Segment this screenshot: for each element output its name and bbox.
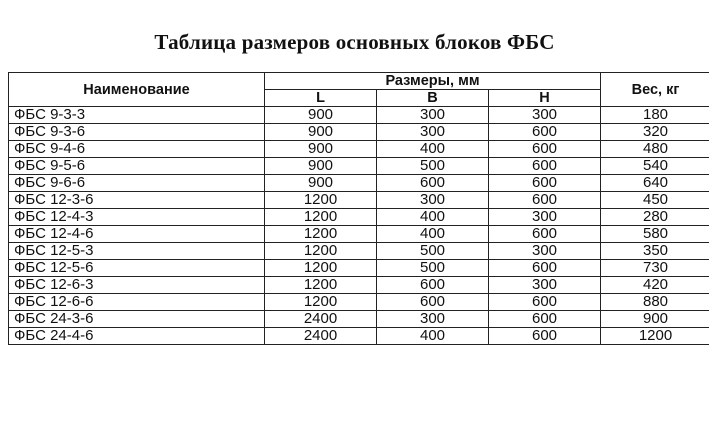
cell-weight: 880 (601, 294, 709, 311)
cell-l: 900 (265, 175, 377, 192)
table-row (9, 260, 709, 277)
cell-name: ФБС 12-6-6 (9, 294, 265, 311)
cell-name: ФБС 24-3-6 (9, 311, 265, 328)
cell-l: 900 (265, 141, 377, 158)
cell-l: 2400 (265, 328, 377, 345)
cell-l: 1200 (265, 294, 377, 311)
table-row (9, 328, 709, 345)
cell-b: 500 (377, 243, 489, 260)
cell-l: 1200 (265, 209, 377, 226)
cell-h: 600 (489, 226, 601, 243)
cell-h: 600 (489, 124, 601, 141)
cell-h: 300 (489, 277, 601, 294)
cell-weight: 280 (601, 209, 709, 226)
cell-name: ФБС 9-4-6 (9, 141, 265, 158)
cell-l: 900 (265, 124, 377, 141)
cell-name: ФБС 12-5-6 (9, 260, 265, 277)
cell-l: 1200 (265, 277, 377, 294)
cell-weight: 450 (601, 192, 709, 209)
cell-b: 300 (377, 311, 489, 328)
cell-b: 400 (377, 209, 489, 226)
cell-b: 500 (377, 260, 489, 277)
cell-weight: 580 (601, 226, 709, 243)
cell-l: 1200 (265, 243, 377, 260)
cell-weight: 320 (601, 124, 709, 141)
cell-l: 1200 (265, 260, 377, 277)
page-title: Таблица размеров основных блоков ФБС (154, 30, 555, 54)
cell-h: 600 (489, 260, 601, 277)
cell-name: ФБС 12-5-3 (9, 243, 265, 260)
table-row (9, 124, 709, 141)
cell-l: 2400 (265, 311, 377, 328)
cell-b: 400 (377, 226, 489, 243)
table-header (9, 73, 709, 107)
table-row (9, 192, 709, 209)
cell-h: 300 (489, 243, 601, 260)
cell-h: 300 (489, 209, 601, 226)
cell-weight: 730 (601, 260, 709, 277)
table-row (9, 226, 709, 243)
cell-h: 600 (489, 192, 601, 209)
cell-h: 300 (489, 107, 601, 124)
cell-name: ФБС 12-6-3 (9, 277, 265, 294)
cell-name: ФБС 24-4-6 (9, 328, 265, 345)
table-row (9, 158, 709, 175)
table-row (9, 107, 709, 124)
table-body (9, 107, 709, 345)
cell-b: 400 (377, 328, 489, 345)
cell-h: 600 (489, 294, 601, 311)
column-header-name: Наименование (9, 73, 265, 107)
cell-l: 1200 (265, 226, 377, 243)
cell-weight: 420 (601, 277, 709, 294)
cell-b: 600 (377, 175, 489, 192)
column-header-h: H (489, 90, 601, 107)
cell-l: 1200 (265, 192, 377, 209)
cell-b: 300 (377, 124, 489, 141)
cell-b: 500 (377, 158, 489, 175)
cell-name: ФБС 9-3-6 (9, 124, 265, 141)
cell-h: 600 (489, 311, 601, 328)
column-header-sizes: Размеры, мм (265, 73, 601, 90)
table-row (9, 141, 709, 158)
cell-l: 900 (265, 158, 377, 175)
cell-b: 400 (377, 141, 489, 158)
column-header-l: L (265, 90, 377, 107)
cell-weight: 350 (601, 243, 709, 260)
cell-b: 600 (377, 294, 489, 311)
cell-name: ФБС 12-4-3 (9, 209, 265, 226)
table-row (9, 294, 709, 311)
cell-name: ФБС 9-5-6 (9, 158, 265, 175)
table-row (9, 311, 709, 328)
cell-name: ФБС 12-3-6 (9, 192, 265, 209)
blocks-size-table (8, 72, 709, 345)
cell-l: 900 (265, 107, 377, 124)
table-row (9, 175, 709, 192)
column-header-b: B (377, 90, 489, 107)
cell-name: ФБС 9-6-6 (9, 175, 265, 192)
cell-weight: 1200 (601, 328, 709, 345)
cell-weight: 900 (601, 311, 709, 328)
table-row (9, 277, 709, 294)
cell-h: 600 (489, 141, 601, 158)
cell-h: 600 (489, 328, 601, 345)
cell-weight: 640 (601, 175, 709, 192)
cell-weight: 540 (601, 158, 709, 175)
table-row (9, 209, 709, 226)
cell-b: 300 (377, 107, 489, 124)
cell-weight: 180 (601, 107, 709, 124)
cell-weight: 480 (601, 141, 709, 158)
table-row (9, 243, 709, 260)
cell-name: ФБС 12-4-6 (9, 226, 265, 243)
cell-b: 600 (377, 277, 489, 294)
cell-name: ФБС 9-3-3 (9, 107, 265, 124)
cell-b: 300 (377, 192, 489, 209)
cell-h: 600 (489, 175, 601, 192)
cell-h: 600 (489, 158, 601, 175)
column-header-weight: Вес, кг (601, 73, 709, 107)
